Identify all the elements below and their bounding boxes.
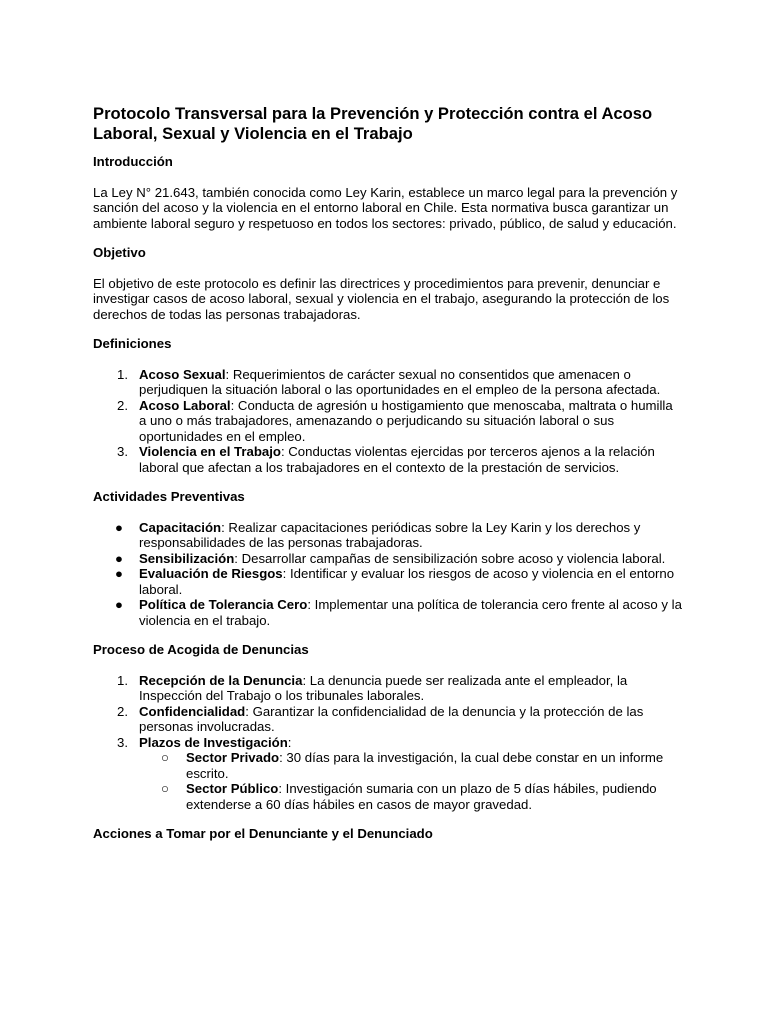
bullet-icon: ● <box>115 519 123 535</box>
list-item <box>93 566 683 597</box>
list-item-text: : Conductas violentas ejercidas por terceros ajenos a la relación laboral que afectan a los trabajadores en el contexto de la prestación de servicios. <box>139 444 655 475</box>
list-item <box>93 444 683 475</box>
section-heading-actividades: Actividades Preventivas <box>93 489 245 504</box>
sublist-item <box>139 750 683 781</box>
investigation-deadlines-sublist <box>139 750 683 812</box>
list-item-term: Sector Privado <box>186 750 280 765</box>
list-item <box>93 398 683 445</box>
section-body-intro: La Ley N° 21.643, también conocida como Ley Karin, establece un marco legal para la prevención y sanción del acoso y la violencia en el entorno laboral en Chile. Esta normativa busca garantizar un ambiente laboral seguro y respetuoso en todos los sectores: privado, público, de salud y educación. <box>93 184 678 231</box>
list-item-term: Confidencialidad <box>139 703 246 719</box>
complaint-process-list <box>93 673 683 813</box>
document-title: Protocolo Transversal para la Prevención y Protección contra el Acoso Laboral, Sexual y Violencia en el Trabajo <box>93 104 653 143</box>
list-item-text: : Investigación sumaria con un plazo de 5 días hábiles, pudiendo extenderse a 60 días hábiles en casos de mayor gravedad. <box>186 781 657 812</box>
section-body-objetivo: El objetivo de este protocolo es definir las directrices y procedimientos para prevenir, denunciar e investigar casos de acoso laboral, sexual y violencia en el trabajo, asegurando la protección de los derechos de todas las personas trabajadoras. <box>93 275 670 322</box>
list-item-term: Evaluación de Riesgos <box>139 566 283 581</box>
list-item <box>93 704 683 735</box>
list-item-text: : <box>287 734 292 750</box>
list-item-term: Acoso Sexual <box>139 366 226 382</box>
list-item-term: Política de Tolerancia Cero <box>139 597 308 612</box>
section-heading-proceso: Proceso de Acogida de Denuncias <box>93 642 309 657</box>
list-item-text: : Garantizar la confidencialidad de la denuncia y la protección de las personas involucradas. <box>139 703 644 734</box>
list-item <box>93 520 683 551</box>
list-item-term: Plazos de Investigación <box>139 734 288 750</box>
list-item-term: Violencia en el Trabajo <box>139 444 281 459</box>
section-heading-objetivo: Objetivo <box>93 245 146 260</box>
list-item <box>93 673 683 704</box>
list-item-text: : Identificar y evaluar los riesgos de acoso y violencia en el entorno laboral. <box>139 566 675 597</box>
list-number: 3. <box>117 444 128 459</box>
list-item-term: Acoso Laboral <box>139 397 231 413</box>
list-number: 2. <box>117 703 128 719</box>
list-item-term: Recepción de la Denuncia <box>139 672 303 688</box>
list-number: 2. <box>117 397 128 413</box>
list-item-text: : Desarrollar campañas de sensibilización sobre acoso y violencia laboral. <box>234 550 666 566</box>
list-item-term: Sensibilización <box>139 550 235 566</box>
preventive-activities-list <box>93 520 683 629</box>
list-item-text: : Conducta de agresión u hostigamiento que menoscaba, maltrata o humilla a uno o más trabajadores, amenazando o perjudicando su situación laboral o sus oportunidades en el empleo. <box>139 397 673 444</box>
list-number: 1. <box>117 672 128 688</box>
list-item <box>93 551 683 567</box>
list-item <box>93 735 683 813</box>
list-item-term: Sector Público <box>186 781 279 796</box>
list-item-text: : Implementar una política de tolerancia cero frente al acoso y la violencia en el trabajo. <box>139 597 682 628</box>
section-heading-definiciones: Definiciones <box>93 336 172 351</box>
document-page <box>93 104 683 857</box>
sublist-item <box>139 781 683 812</box>
circle-bullet-icon: ○ <box>161 781 169 796</box>
list-item <box>93 597 683 628</box>
list-item-text: : La denuncia puede ser realizada ante el empleador, la Inspección del Trabajo o los tribunales laborales. <box>139 672 628 703</box>
section-heading-acciones: Acciones a Tomar por el Denunciante y el Denunciado <box>93 826 433 841</box>
section-heading-intro: Introducción <box>93 154 173 169</box>
circle-bullet-icon: ○ <box>161 750 169 765</box>
bullet-icon: ● <box>115 566 123 581</box>
list-number: 1. <box>117 366 128 382</box>
list-item-text: : Requerimientos de carácter sexual no consentidos que amenacen o perjudiquen la situación laboral o las oportunidades en el empleo de la persona afectada. <box>139 366 661 397</box>
list-item-text: : 30 días para la investigación, la cual debe constar en un informe escrito. <box>186 750 664 781</box>
definitions-list <box>93 367 683 476</box>
bullet-icon: ● <box>115 550 123 566</box>
list-item-text: : Realizar capacitaciones periódicas sobre la Ley Karin y los derechos y responsabilidades de las personas trabajadoras. <box>139 519 641 550</box>
list-item <box>93 367 683 398</box>
bullet-icon: ● <box>115 597 123 612</box>
list-number: 3. <box>117 734 128 750</box>
list-item-term: Capacitación <box>139 519 222 535</box>
